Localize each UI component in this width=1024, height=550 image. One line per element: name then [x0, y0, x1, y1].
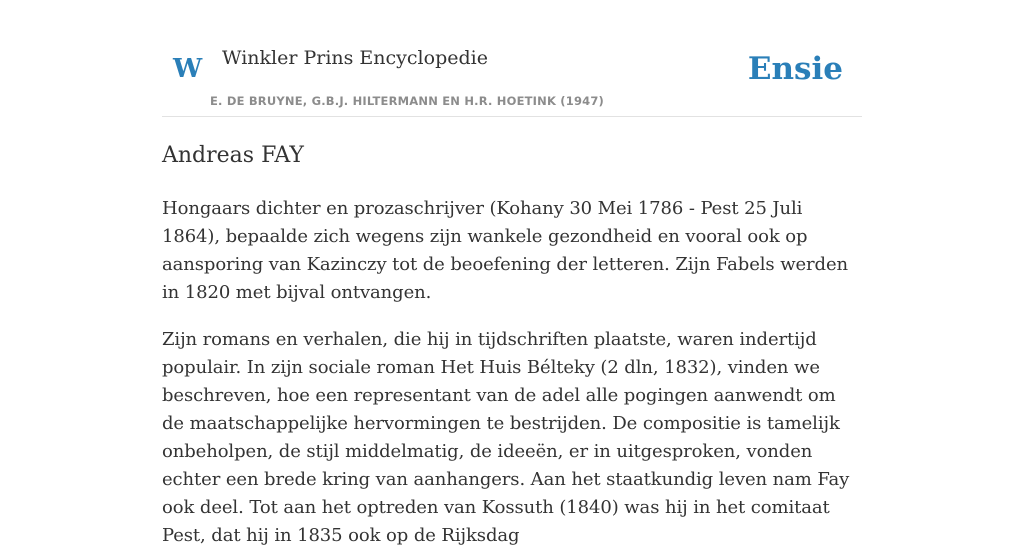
site-header	[162, 0, 862, 117]
ensie-logo[interactable]: Ensie	[747, 51, 843, 87]
winkler-prins-logo[interactable]: W	[173, 54, 203, 84]
encyclopedia-authors: E. DE BRUYNE, G.B.J. HILTERMANN EN H.R. HOETINK (1947)	[210, 94, 605, 108]
page-container	[162, 0, 862, 550]
article-paragraph-2: Zijn romans en verhalen, die hij in tijdschriften plaatste, waren indertijd populair. In zijn sociale roman Het Huis Bélteky (2 dln, 1832), vinden we beschreven, hoe een representant van de adel alle pogingen aanwendt om de maatschappelijke hervormingen te bestrijden. De compositie is tamelijk onbeholpen, de stijl middelmatig, de ideeën, er in uitgesproken, vonden echter een brede kring van aanhangers. Aan het staatkundig leven nam Fay ook deel. Tot aan het optreden van Kossuth (1840) was hij in het comitaat Pest, dat hij in 1835 ook op de Rijksdag	[162, 329, 850, 546]
article-paragraph-1: Hongaars dichter en prozaschrijver (Kohany 30 Mei 1786 - Pest 25 Juli 1864), bepaalde zich wegens zijn wankele gezondheid en vooral ook op aansporing van Kazinczy tot de beoefening der letteren. Zijn Fabels werden in 1820 met bijval ontvangen.	[162, 198, 849, 303]
article-title: Andreas FAY	[162, 143, 304, 168]
encyclopedia-title[interactable]: Winkler Prins Encyclopedie	[222, 47, 488, 69]
